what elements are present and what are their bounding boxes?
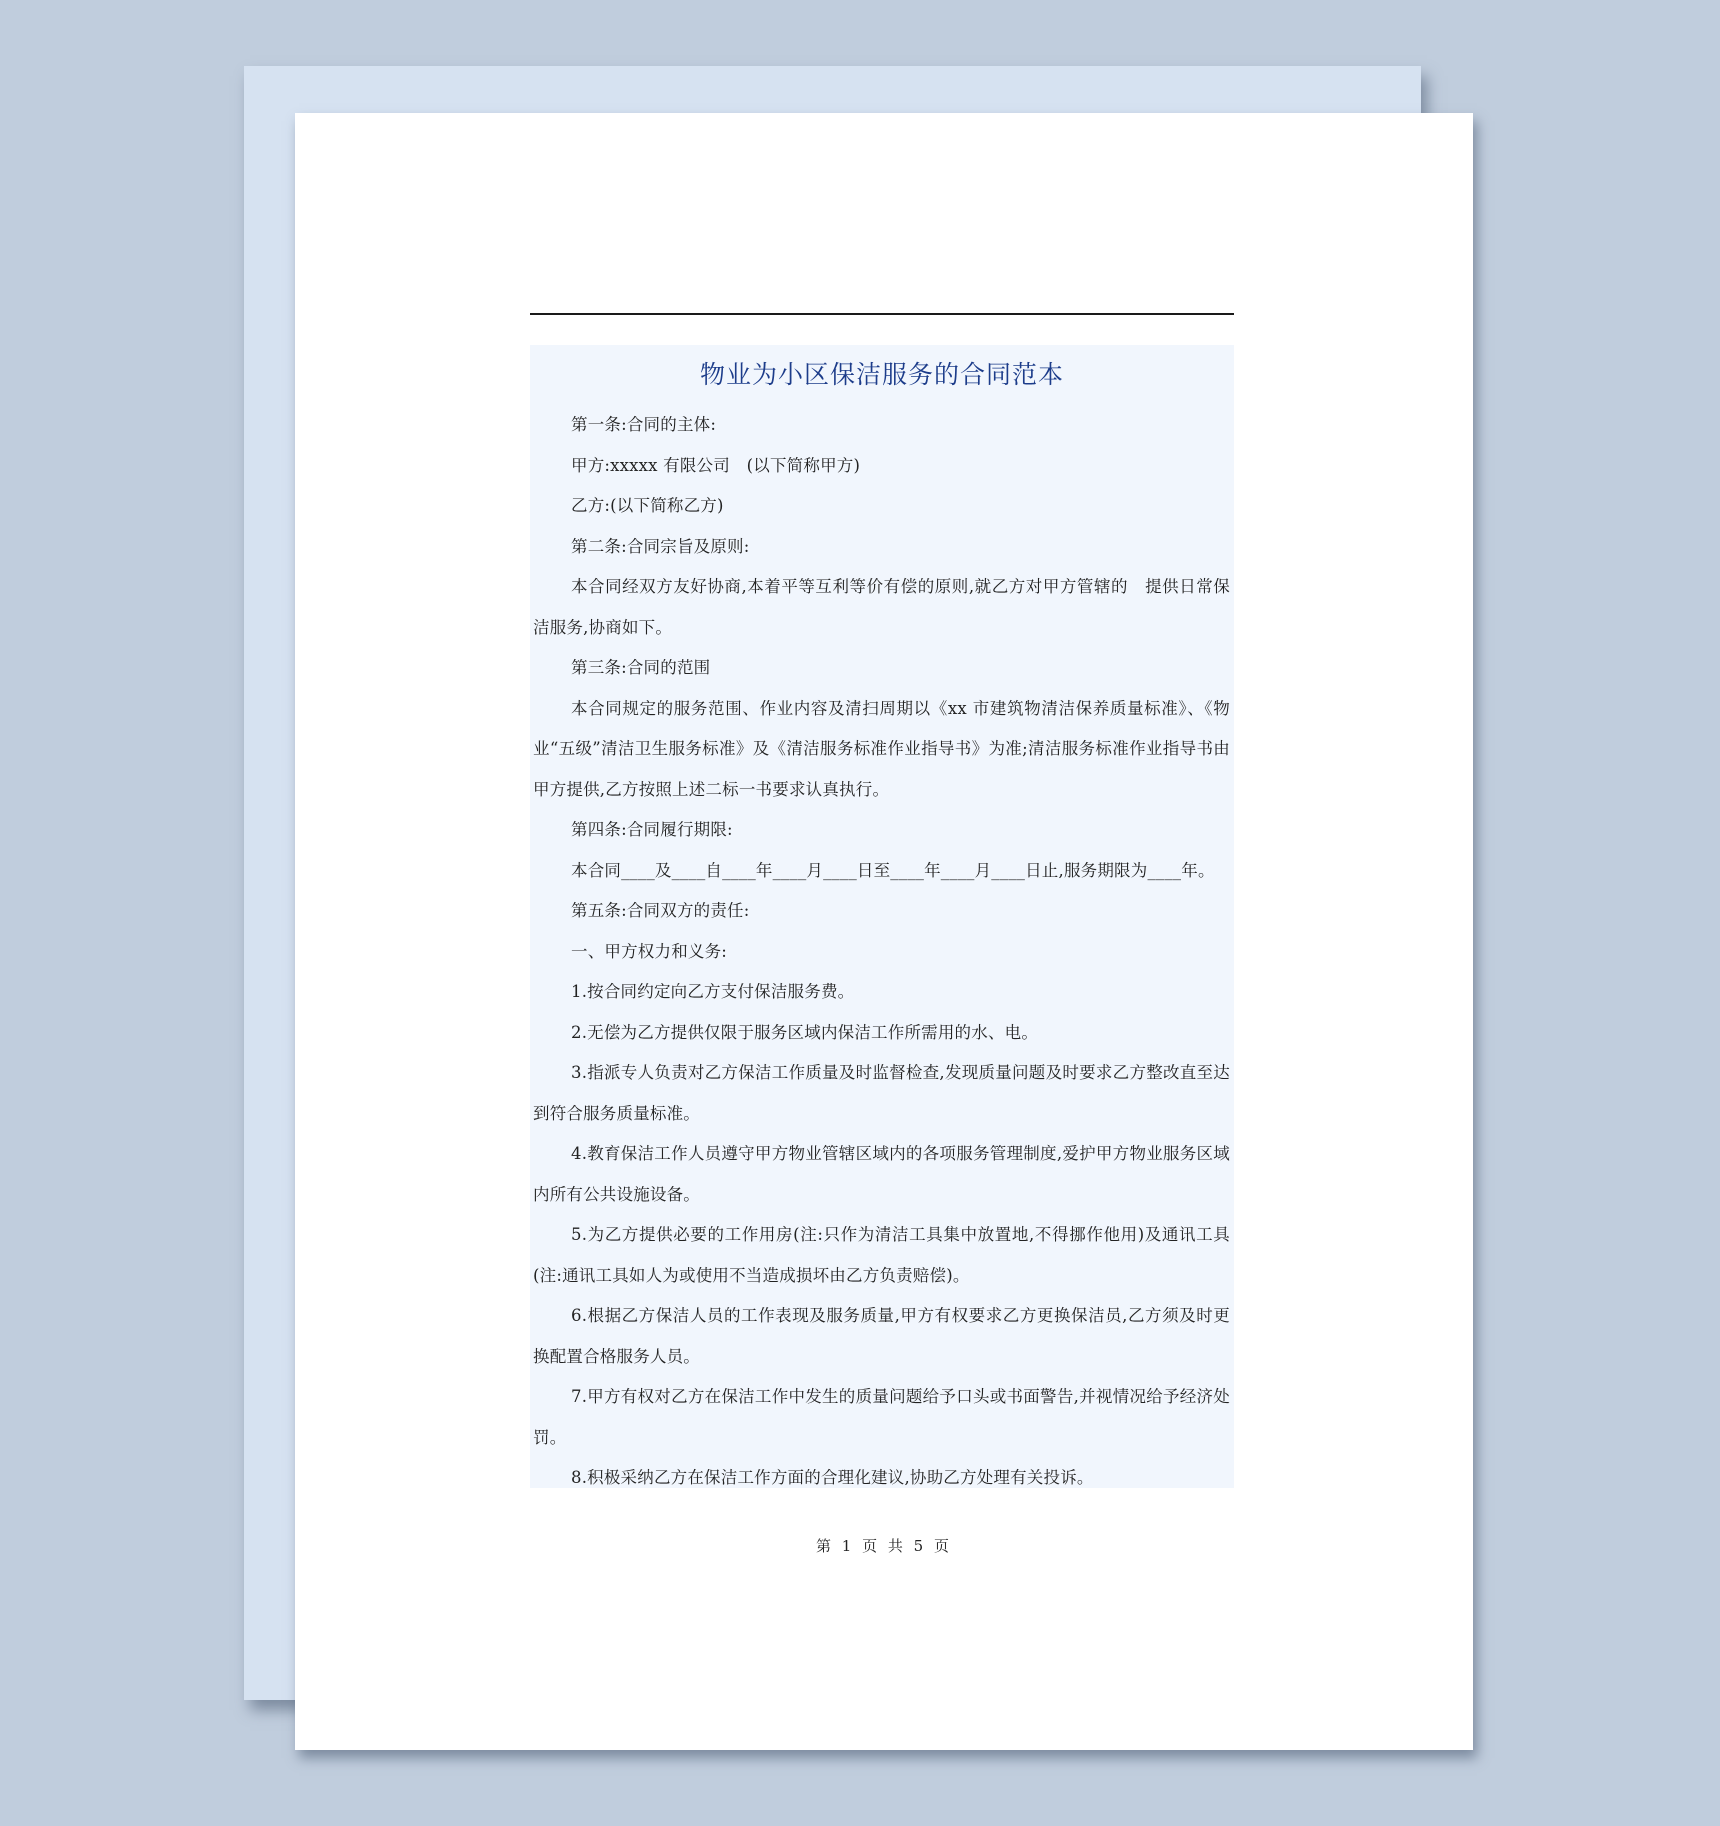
- duty-item: 5.为乙方提供必要的工作用房(注:只作为清洁工具集中放置地,不得挪作他用)及通讯工具(注:通讯工具如人为或使用不当造成损坏由乙方负责赔偿)。: [533, 1225, 1230, 1285]
- duty-item: 7.甲方有权对乙方在保洁工作中发生的质量问题给予口头或书面警告,并视情况给予经济处罚。: [533, 1387, 1230, 1447]
- clause-4-heading: 第四条:合同履行期限:: [571, 820, 733, 839]
- content-area: [530, 345, 1234, 1488]
- duty-item: 3.指派专人负责对乙方保洁工作质量及时监督检查,发现质量问题及时要求乙方整改直至达到符合服务质量标准。: [533, 1063, 1230, 1123]
- clause-2-heading: 第二条:合同宗旨及原则:: [571, 536, 750, 556]
- header-rule: [530, 313, 1234, 315]
- duty-item: 6.根据乙方保洁人员的工作表现及服务质量,甲方有权要求乙方更换保洁员,乙方须及时更换配置合格服务人员。: [533, 1306, 1230, 1366]
- duty-item: 1.按合同约定向乙方支付保洁服务费。: [571, 982, 855, 1001]
- duty-item: 4.教育保洁工作人员遵守甲方物业管辖区域内的各项服务管理制度,爱护甲方物业服务区域内所有公共设施设备。: [533, 1144, 1230, 1204]
- clause-3-body: 本合同规定的服务范围、作业内容及清扫周期以《xx 市建筑物清洁保养质量标准》、《物业“五级”清洁卫生服务标准》及《清洁服务标准作业指导书》为准;清洁服务标准作业指导书由甲方提供,乙方按照上述二标一书要求认真执行。: [533, 698, 1230, 799]
- clause-2-body: 本合同经双方友好协商,本着平等互利等价有偿的原则,就乙方对甲方管辖的 提供日常保洁服务,协商如下。: [533, 577, 1230, 637]
- clause-5-heading: 第五条:合同双方的责任:: [571, 901, 750, 920]
- clause-1-heading: 第一条:合同的主体:: [571, 415, 717, 434]
- party-a: 甲方:xxxxx 有限公司 (以下简称甲方): [571, 455, 861, 475]
- duty-item: 8.积极采纳乙方在保洁工作方面的合理化建议,协助乙方处理有关投诉。: [571, 1468, 1094, 1487]
- clause-3-heading: 第三条:合同的范围: [571, 658, 711, 677]
- paragraph-list: [530, 405, 1234, 1499]
- clause-4-body: 本合同____及____自____年____月____日至____年____月____日止,服务期限为____年。: [571, 860, 1215, 880]
- party-a-duties-heading: 一、甲方权力和义务:: [571, 941, 728, 961]
- party-b: 乙方:(以下简称乙方): [571, 496, 724, 515]
- page-number: 第 1 页 共 5 页: [816, 1537, 952, 1555]
- document-page: [295, 113, 1473, 1750]
- duty-item: 2.无偿为乙方提供仅限于服务区域内保洁工作所需用的水、电。: [571, 1022, 1039, 1042]
- document-title: 物业为小区保洁服务的合同范本: [699, 360, 1064, 389]
